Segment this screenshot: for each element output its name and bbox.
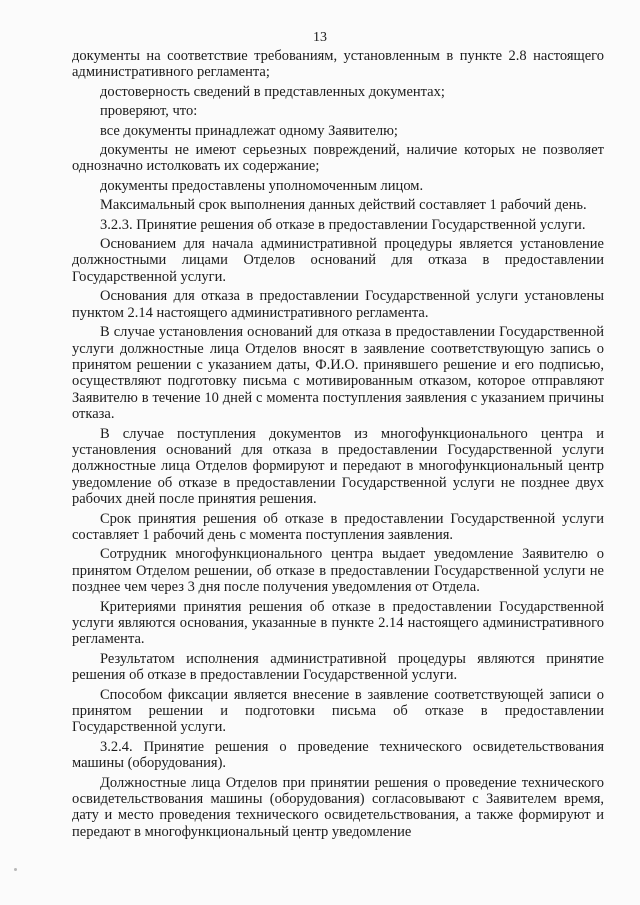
paragraph-12: В случае поступления документов из многофункционального центра и установления оснований для отказа в предоставлении Государственной услуги должностные лица Отделов формируют и передают в многофункциональный центр уведомление об отказе в предоставлении Государственной услуги не позднее двух рабочих дней после принятия решения. xyxy=(72,425,604,508)
document-body xyxy=(72,48,604,840)
paragraph-19: Должностные лица Отделов при принятии решения о проведение технического освидетельствования машины (оборудования) согласовывают с Заявителем время, дату и место проведения технического освидетельствования, а также формируют и передают в многофункциональный центр уведомление xyxy=(72,774,604,840)
paragraph-6: документы предоставлены уполномоченным лицом. xyxy=(100,177,424,194)
paragraph-10: Основания для отказа в предоставлении Государственной услуги установлены пунктом 2.14 настоящего административного регламента. xyxy=(72,288,604,321)
scan-speck xyxy=(14,868,17,871)
section-heading-3-2-4: 3.2.4. Принятие решения о проведение технического освидетельствования машины (оборудования). xyxy=(72,738,604,772)
paragraph-14: Сотрудник многофункционального центра выдает уведомление Заявителю о принятом Отделом решении, об отказе в предоставлении Государственной услуги не позднее чем через 3 дня после получения уведомления от Отдела. xyxy=(72,546,604,596)
paragraph-2: достоверность сведений в представленных документах; xyxy=(100,83,445,100)
paragraph-5: документы не имеют серьезных повреждений, наличие которых не позволяет однозначно истолковать их содержание; xyxy=(72,142,604,175)
paragraph-3: проверяют, что: xyxy=(100,103,198,120)
paragraph-13: Срок принятия решения об отказе в предоставлении Государственной услуги составляет 1 рабочий день с момента поступления заявления. xyxy=(72,510,604,543)
section-heading-3-2-3: 3.2.3. Принятие решения об отказе в предоставлении Государственной услуги. xyxy=(100,216,586,233)
paragraph-16: Результатом исполнения административной процедуры являются принятие решения об отказе в предоставлении Государственной услуги. xyxy=(72,650,604,684)
paragraph-15: Критериями принятия решения об отказе в предоставлении Государственной услуги являются основания, указанные в пункте 2.14 настоящего административного регламента. xyxy=(72,598,604,648)
paragraph-9: Основанием для начала административной процедуры является установление должностными лицами Отделов оснований для отказа в предоставлении Государственной услуги. xyxy=(72,236,604,285)
paragraph-11: В случае установления оснований для отказа в предоставлении Государственной услуги должностные лица Отделов вносят в заявление соответствующую запись о принятом решении с указанием даты, Ф.И.О. принявшего решение и его подписью, осуществляют подготовку письма с мотивированным отказом, которое отправляют Заявителю в течение 10 дней с момента поступления заявления с указанием причины отказа. xyxy=(72,324,604,423)
paragraph-1: документы на соответствие требованиям, установленным в пункте 2.8 настоящего административного регламента; xyxy=(72,48,604,81)
paragraph-17: Способом фиксации является внесение в заявление соответствующей записи о принятом решении и подготовки письма об отказе в предоставлении Государственной услуги. xyxy=(72,686,604,736)
paragraph-7: Максимальный срок выполнения данных действий составляет 1 рабочий день. xyxy=(100,197,587,214)
paragraph-4: все документы принадлежат одному Заявителю; xyxy=(100,122,398,139)
page-number: 13 xyxy=(313,30,327,45)
